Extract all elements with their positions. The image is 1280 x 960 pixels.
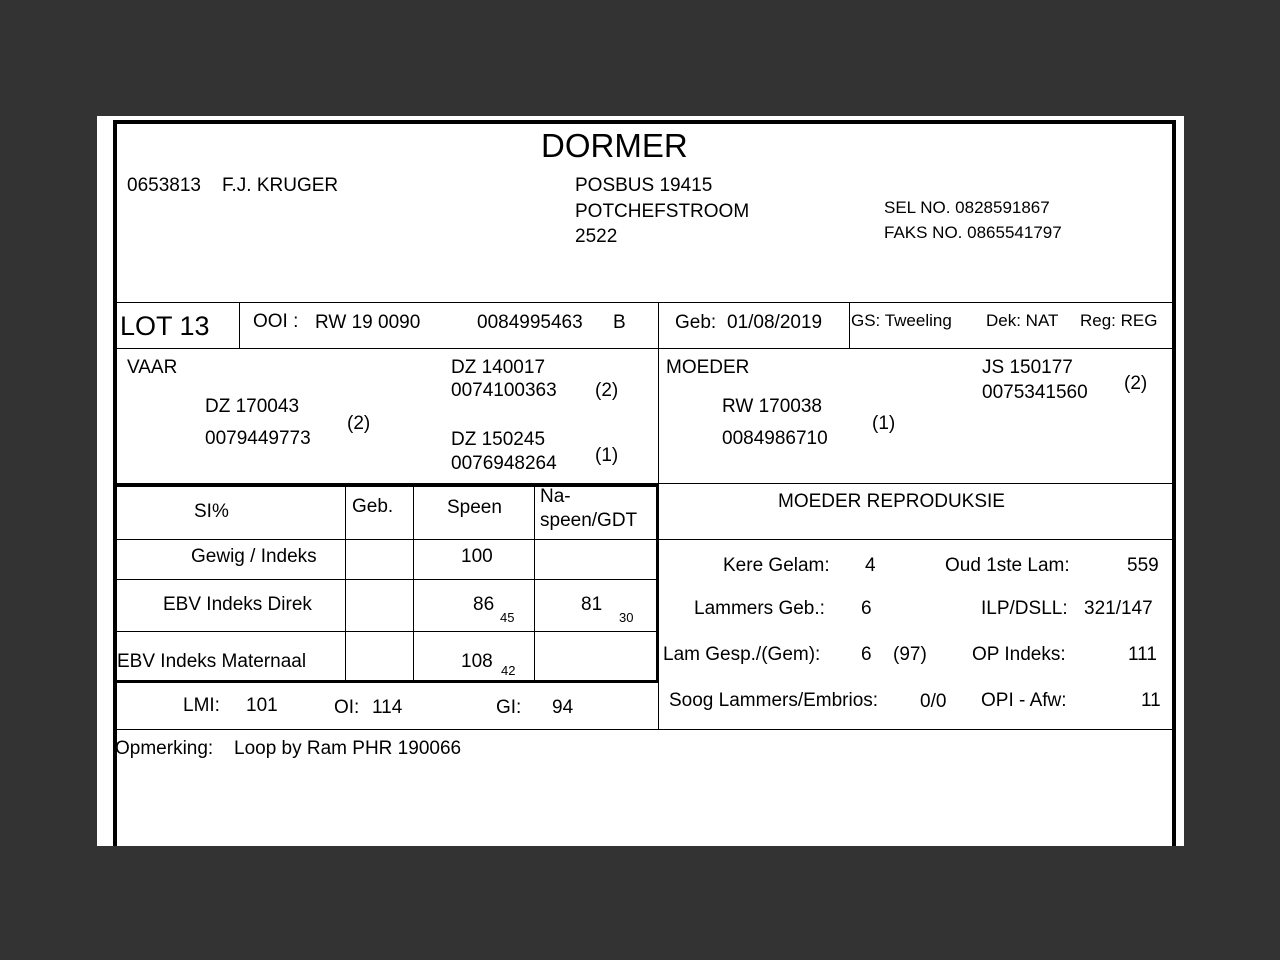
speen-value: 100 xyxy=(461,546,493,567)
lmi-label: LMI: xyxy=(183,695,220,716)
speen-accuracy: 45 xyxy=(500,610,515,625)
kere-value: 4 xyxy=(865,555,876,576)
gesp-label: Lam Gesp./(Gem): xyxy=(663,644,821,665)
divider xyxy=(413,486,414,681)
moeder-id: RW 170038 xyxy=(722,396,822,417)
divider xyxy=(658,484,659,730)
naspeen-header: Na- speen/GDT xyxy=(540,486,638,531)
breed-title: DORMER xyxy=(541,127,688,164)
divider xyxy=(659,539,1172,540)
divider xyxy=(345,486,346,681)
lammers-value: 6 xyxy=(861,598,872,619)
geb-header: Geb. xyxy=(352,496,394,517)
reproduksie-title: MOEDER REPRODUKSIE xyxy=(778,491,1005,512)
vaar-label: VAAR xyxy=(127,357,178,378)
gs-value: GS: Tweeling xyxy=(851,311,952,330)
oi-label: OI: xyxy=(334,697,360,718)
divider xyxy=(117,302,1172,303)
divider xyxy=(849,302,850,348)
op-label: OP Indeks: xyxy=(972,644,1066,665)
ilp-value: 321/147 xyxy=(1084,598,1153,619)
speen-value: 108 xyxy=(461,651,493,672)
vaar-dam-id: DZ 150245 xyxy=(451,429,546,450)
opmerking-label: Opmerking: xyxy=(115,738,214,759)
address-line-1: POSBUS 19415 xyxy=(575,175,713,196)
lammers-label: Lammers Geb.: xyxy=(694,598,825,619)
breeder-name: F.J. KRUGER xyxy=(222,175,339,196)
lmi-value: 101 xyxy=(246,695,278,716)
divider xyxy=(117,539,658,540)
divider xyxy=(534,486,535,681)
speen-header: Speen xyxy=(447,497,502,518)
op-value: 111 xyxy=(1128,644,1157,665)
sale-catalogue-card xyxy=(97,116,1184,846)
gi-value: 94 xyxy=(552,697,574,718)
divider xyxy=(117,631,658,632)
soog-value: 0/0 xyxy=(920,691,947,712)
row-label: EBV Indeks Direk xyxy=(163,594,312,615)
ooi-id: RW 19 0090 xyxy=(315,312,421,333)
moeder-sire-count: (2) xyxy=(1124,373,1148,394)
vaar-count: (2) xyxy=(347,413,371,434)
cell-number: SEL NO. 0828591867 xyxy=(884,198,1050,217)
fax-number: FAKS NO. 0865541797 xyxy=(884,223,1062,242)
divider xyxy=(117,348,1172,349)
naspeen-accuracy: 30 xyxy=(619,610,634,625)
vaar-sire-id: DZ 140017 xyxy=(451,357,546,378)
birth-date: 01/08/2019 xyxy=(727,312,823,333)
moeder-count: (1) xyxy=(872,413,896,434)
moeder-label: MOEDER xyxy=(666,357,750,378)
address-line-3: 2522 xyxy=(575,226,618,247)
address-line-2: POTCHEFSTROOM xyxy=(575,201,750,222)
speen-accuracy: 42 xyxy=(501,663,516,678)
row-label: Gewig / Indeks xyxy=(191,546,317,567)
vaar-sire-number: 0074100363 xyxy=(451,380,557,401)
moeder-number: 0084986710 xyxy=(722,428,828,449)
divider xyxy=(658,302,659,348)
si-header: SI% xyxy=(194,501,229,522)
oud-label: Oud 1ste Lam: xyxy=(945,555,1070,576)
oud-value: 559 xyxy=(1127,555,1159,576)
vaar-id: DZ 170043 xyxy=(205,396,300,417)
naspeen-value: 81 xyxy=(581,594,603,615)
gem-value: (97) xyxy=(893,644,927,665)
moeder-sire-id: JS 150177 xyxy=(982,357,1073,378)
kere-label: Kere Gelam: xyxy=(723,555,830,576)
vaar-sire-count: (2) xyxy=(595,380,619,401)
vaar-number: 0079449773 xyxy=(205,428,311,449)
table-border xyxy=(114,680,659,683)
speen-value: 86 xyxy=(473,594,495,615)
opi-label: OPI - Afw: xyxy=(981,690,1067,711)
divider xyxy=(239,302,240,348)
divider xyxy=(117,579,658,580)
lot-number: LOT 13 xyxy=(120,311,210,341)
geb-label: Geb: xyxy=(675,312,717,333)
moeder-sire-number: 0075341560 xyxy=(982,382,1088,403)
breeder-number: 0653813 xyxy=(127,175,201,196)
reg-value: Reg: REG xyxy=(1080,311,1158,330)
divider xyxy=(117,729,1172,730)
vaar-dam-count: (1) xyxy=(595,445,619,466)
ilp-label: ILP/DSLL: xyxy=(981,598,1068,619)
row-label: EBV Indeks Maternaal xyxy=(117,651,307,672)
ooi-grade: B xyxy=(613,312,626,333)
opi-value: 11 xyxy=(1141,690,1161,711)
vaar-dam-number: 0076948264 xyxy=(451,453,557,474)
dek-value: Dek: NAT xyxy=(986,311,1059,330)
opmerking-text: Loop by Ram PHR 190066 xyxy=(234,738,462,759)
oi-value: 114 xyxy=(372,697,403,718)
ooi-label: OOI : xyxy=(253,311,299,332)
gesp-value: 6 xyxy=(861,644,872,665)
soog-label: Soog Lammers/Embrios: xyxy=(669,690,879,711)
gi-label: GI: xyxy=(496,697,522,718)
divider xyxy=(658,348,659,484)
ooi-number: 0084995463 xyxy=(477,312,583,333)
